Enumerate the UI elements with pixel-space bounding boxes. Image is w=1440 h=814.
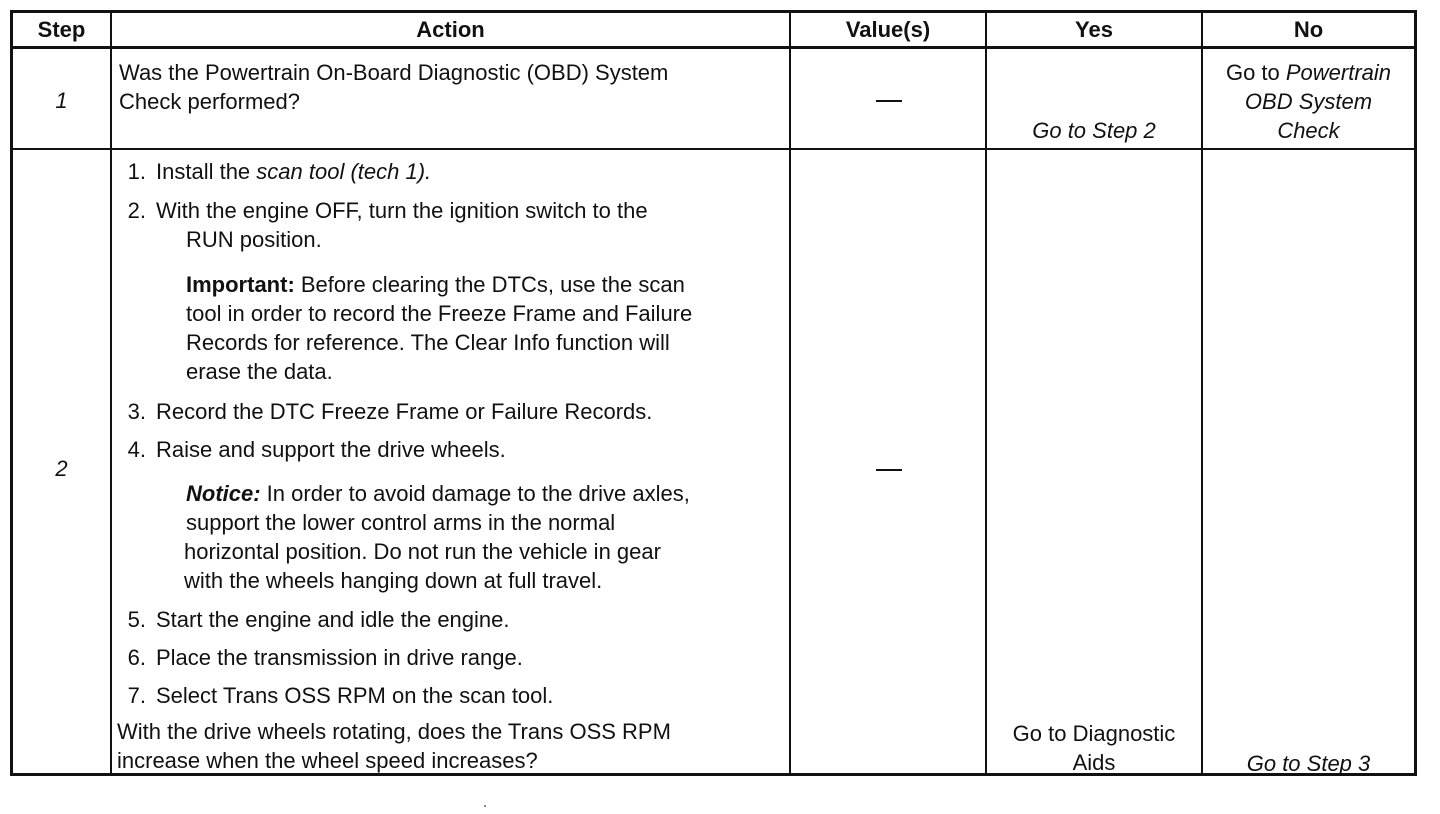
item-number: 1. — [127, 159, 146, 184]
important-text-cont: tool in order to record the Freeze Frame and Failure — [186, 301, 693, 326]
important-note — [186, 270, 685, 300]
row2-yes-line1[interactable]: Go to Diagnostic — [1012, 721, 1176, 746]
notice-text-cont: horizontal position. Do not run the vehicle in gear — [184, 539, 661, 564]
row1-action-line2: Check performed? — [119, 89, 300, 114]
row1-no-italic1: Powertrain — [1285, 60, 1392, 85]
list-item — [110, 605, 510, 635]
item-number: 7. — [127, 683, 146, 708]
notice-label: Notice: — [186, 481, 261, 506]
scan-speck — [484, 805, 486, 807]
notice-text-cont: support the lower control arms in the normal — [186, 510, 616, 535]
row1-no-line2[interactable]: OBD System — [1244, 89, 1373, 114]
row2-question-line1: With the drive wheels rotating, does the Trans OSS RPM — [117, 719, 671, 744]
item-text: With the engine OFF, turn the ignition switch to the — [156, 198, 648, 223]
important-label: Important: — [186, 272, 295, 297]
item-text: Place the transmission in drive range. — [156, 645, 523, 670]
column-divider — [789, 13, 791, 773]
list-item — [110, 681, 553, 711]
row1-step: 1 — [55, 88, 68, 113]
notice-note — [186, 479, 690, 509]
item-italic-text: scan tool (tech 1). — [256, 159, 432, 184]
item-number: 5. — [127, 607, 146, 632]
row2-yes-line2[interactable]: Aids — [1072, 750, 1116, 775]
item-text: Record the DTC Freeze Frame or Failure Records. — [156, 399, 653, 424]
item-text: Start the engine and idle the engine. — [156, 607, 510, 632]
row2-step: 2 — [55, 456, 68, 481]
notice-text: In order to avoid damage to the drive axles, — [260, 481, 690, 506]
header-values: Value(s) — [845, 17, 931, 42]
row1-value-dash — [876, 100, 902, 102]
item-number: 2. — [127, 198, 146, 223]
row2-no-link[interactable]: Go to Step 3 — [1246, 751, 1371, 776]
list-item — [110, 643, 523, 673]
row1-no-line1[interactable] — [1203, 58, 1414, 88]
item-text: Raise and support the drive wheels. — [156, 437, 506, 462]
row2-question-line2: increase when the wheel speed increases? — [117, 748, 538, 773]
header-step: Step — [37, 17, 86, 42]
notice-text-cont: with the wheels hanging down at full travel. — [184, 568, 603, 593]
header-yes: Yes — [1075, 17, 1113, 42]
item-number: 6. — [127, 645, 146, 670]
item-number: 4. — [127, 437, 146, 462]
item-text: Select Trans OSS RPM on the scan tool. — [156, 683, 554, 708]
item-text: Install the — [156, 159, 257, 184]
important-text-cont: Records for reference. The Clear Info function will — [186, 330, 670, 355]
important-text-cont: erase the data. — [186, 359, 333, 384]
header-action: Action — [416, 17, 485, 42]
row1-no-line3[interactable]: Check — [1277, 118, 1340, 143]
important-text: Before clearing the DTCs, use the scan — [294, 272, 685, 297]
diagnostic-table — [10, 10, 1417, 776]
row1-yes-link[interactable]: Go to Step 2 — [1032, 118, 1156, 143]
row-divider — [13, 148, 1414, 150]
list-item — [110, 435, 506, 465]
list-item — [110, 196, 648, 226]
list-item — [110, 397, 652, 427]
header-no: No — [1293, 17, 1324, 42]
list-item — [110, 157, 431, 187]
row1-action-line1: Was the Powertrain On-Board Diagnostic (OBD) System — [119, 60, 669, 85]
row1-no-prefix: Go to — [1225, 60, 1286, 85]
item-text-cont: RUN position. — [186, 227, 322, 252]
row2-value-dash — [876, 469, 902, 471]
item-number: 3. — [127, 399, 146, 424]
